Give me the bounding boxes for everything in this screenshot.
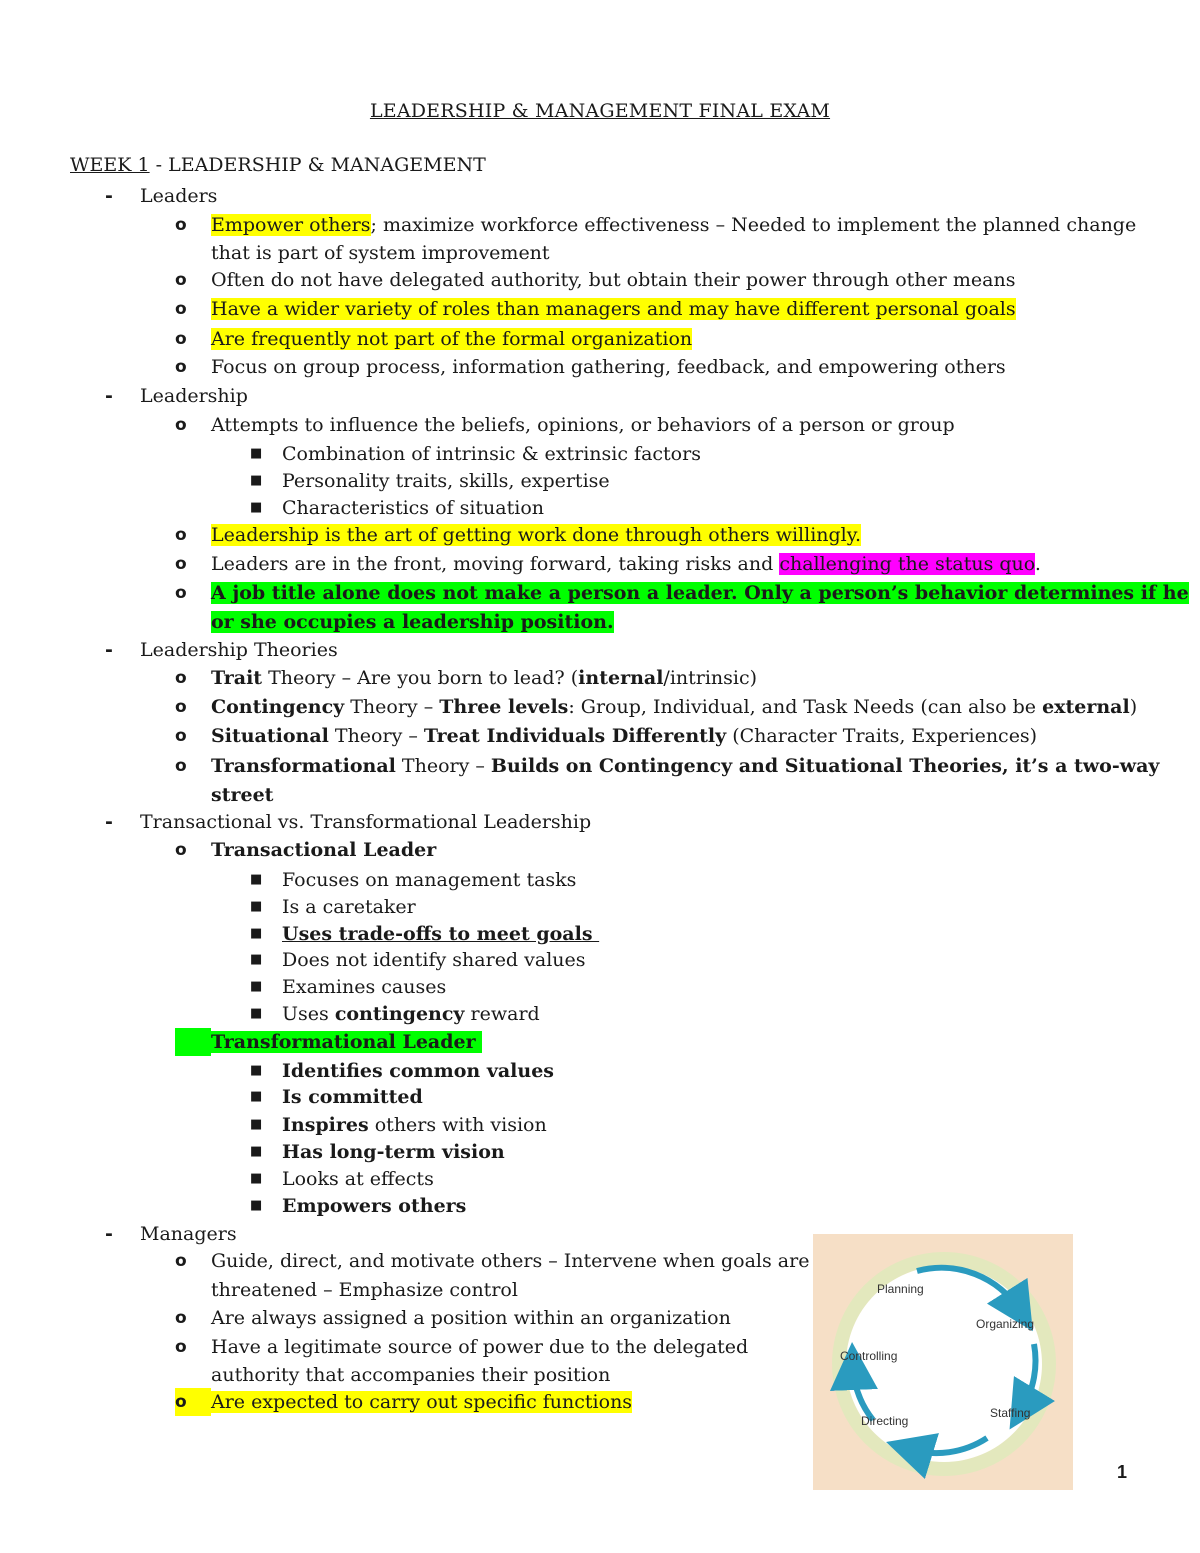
- list-item: o Leadership is the art of getting work done through others willingly.: [175, 524, 862, 546]
- list-item: o Are always assigned a position within an organization: [175, 1307, 731, 1329]
- section-leadership: - Leadership: [105, 385, 248, 407]
- sub-item: ■ Has long-term vision: [250, 1141, 505, 1163]
- list-item: o Empower others; maximize workforce effectiveness – Needed to implement the planned change: [175, 214, 1137, 236]
- label-organizing: Organizing: [976, 1317, 1035, 1331]
- list-item: o Transformational Theory – Builds on Contingency and Situational Theories, it’s a two-way: [175, 755, 1160, 777]
- leadership-heading: Leadership: [140, 385, 248, 407]
- list-item: o Trait Theory – Are you born to lead? (internal/intrinsic): [175, 667, 758, 689]
- cycle-inner: [846, 1266, 1042, 1462]
- section-trans-vs: - Transactional vs. Transformational Leadership: [105, 811, 592, 833]
- sub-item: ■ Characteristics of situation: [250, 497, 545, 519]
- trans-vs-heading: Transactional vs. Transformational Leadership: [140, 811, 592, 833]
- leaders-heading: Leaders: [140, 185, 218, 207]
- list-item: o Transactional Leader: [175, 839, 437, 861]
- sub-item: ■ Is a caretaker: [250, 896, 416, 918]
- sub-item: ■ Uses trade-offs to meet goals: [250, 923, 600, 945]
- label-controlling: Controlling: [840, 1349, 898, 1363]
- list-item-continued: authority that accompanies their position: [211, 1364, 611, 1386]
- week-label: WEEK 1: [70, 154, 150, 176]
- sub-item: ■ Personality traits, skills, expertise: [250, 470, 610, 492]
- week-title: - LEADERSHIP & MANAGEMENT: [149, 154, 486, 176]
- list-item: o A job title alone does not make a person a leader. Only a person’s behavior determines if he: [175, 582, 1189, 604]
- list-item: o Are frequently not part of the formal organization: [175, 328, 693, 350]
- list-item: o Have a legitimate source of power due to the delegated: [175, 1336, 749, 1358]
- sub-item: ■ Combination of intrinsic & extrinsic factors: [250, 443, 701, 465]
- list-item: o Leaders are in the front, moving forward, taking risks and challenging the status quo.: [175, 553, 1041, 575]
- section-managers: - Managers: [105, 1223, 237, 1245]
- list-item: o Guide, direct, and motivate others – Intervene when goals are: [175, 1250, 810, 1272]
- label-planning: Planning: [877, 1282, 924, 1296]
- management-cycle-diagram: [813, 1234, 1073, 1490]
- label-directing: Directing: [861, 1414, 909, 1428]
- sub-item: ■ Identifies common values: [250, 1060, 555, 1082]
- sub-item: ■ Inspires others with vision: [250, 1114, 547, 1136]
- cycle-svg: [813, 1234, 1073, 1490]
- theories-heading: Leadership Theories: [140, 639, 338, 661]
- section-theories: - Leadership Theories: [105, 639, 338, 661]
- list-item: o Attempts to influence the beliefs, opinions, or behaviors of a person or group: [175, 414, 955, 436]
- list-item: o Situational Theory – Treat Individuals Differently (Character Traits, Experiences): [175, 725, 1038, 747]
- list-item-continued: street: [211, 784, 274, 806]
- sub-item: ■ Examines causes: [250, 976, 447, 998]
- week-heading: [70, 154, 486, 176]
- list-item: o Are expected to carry out specific functions: [211, 1388, 632, 1416]
- list-item-continued: or she occupies a leadership position.: [211, 611, 614, 633]
- page-number: 1: [1117, 1462, 1128, 1482]
- list-item: o Have a wider variety of roles than managers and may have different personal goals: [175, 298, 1016, 320]
- list-item: o Often do not have delegated authority, but obtain their power through other means: [175, 269, 1016, 291]
- sub-item: ■ Uses contingency reward: [250, 1003, 540, 1025]
- list-item: o Contingency Theory – Three levels: Group, Individual, and Task Needs (can also be external): [175, 696, 1138, 718]
- list-item: Transformational Leader: [211, 1028, 482, 1056]
- sub-item: ■ Focuses on management tasks: [250, 869, 577, 891]
- section-leaders: - Leaders: [105, 185, 218, 207]
- label-staffing: Staffing: [990, 1406, 1031, 1420]
- sub-item: ■ Does not identify shared values: [250, 949, 586, 971]
- list-item: o Focus on group process, information gathering, feedback, and empowering others: [175, 356, 1006, 378]
- list-item-continued: that is part of system improvement: [211, 242, 550, 264]
- list-item-continued: threatened – Emphasize control: [211, 1279, 518, 1301]
- sub-item: ■ Empowers others: [250, 1195, 467, 1217]
- sub-item: ■ Is committed: [250, 1086, 423, 1108]
- sub-item: ■ Looks at effects: [250, 1168, 434, 1190]
- managers-heading: Managers: [140, 1223, 237, 1245]
- document-title: LEADERSHIP & MANAGEMENT FINAL EXAM: [369, 100, 831, 122]
